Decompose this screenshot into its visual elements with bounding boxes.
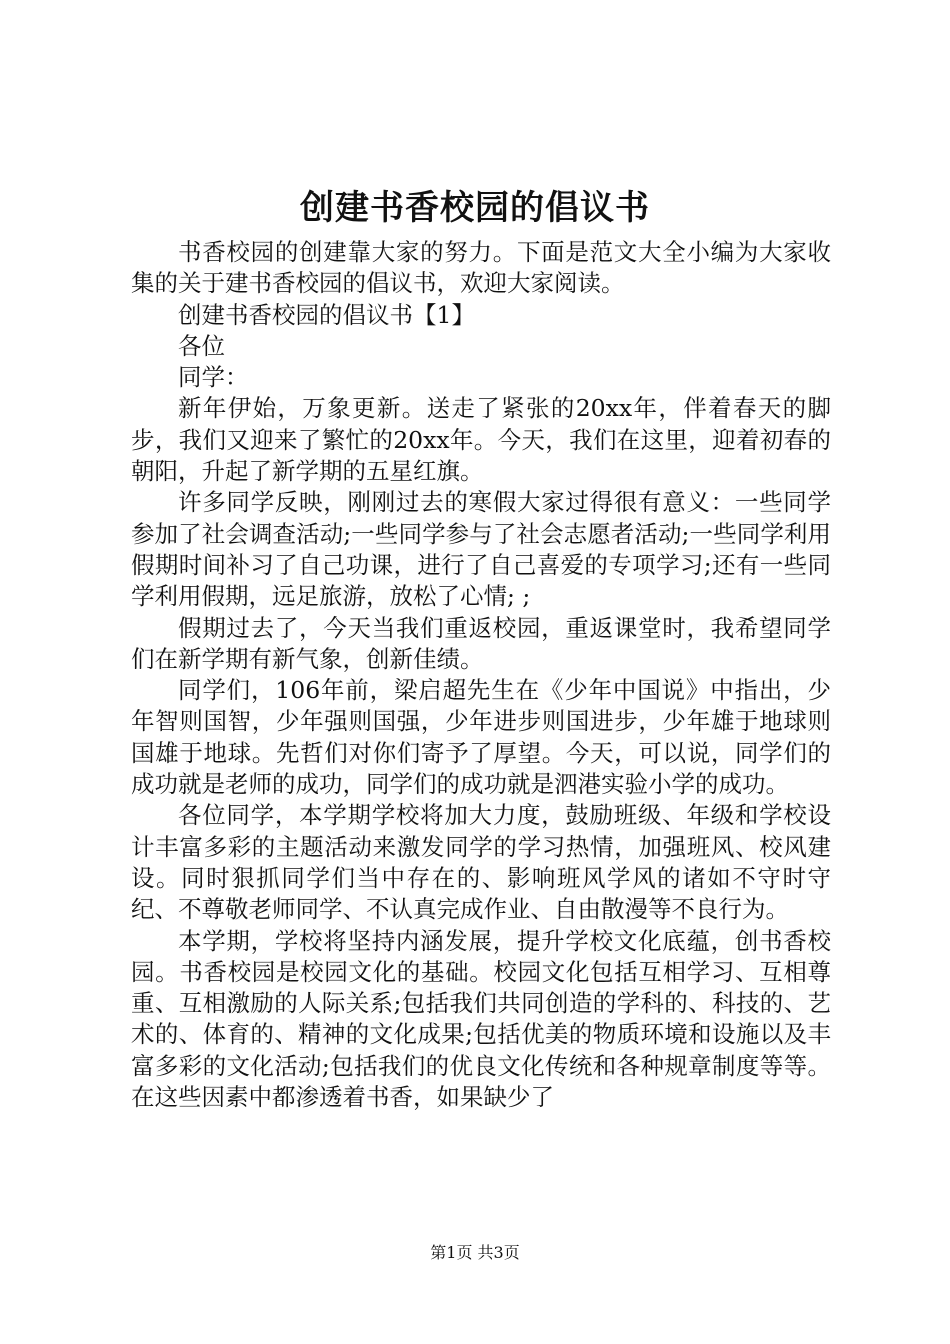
paragraph: 各位同学，本学期学校将加大力度，鼓励班级、年级和学校设计丰富多彩的主题活动来激发同学的学习热情，加强班风、校风建设。同时狠抓同学们当中存在的、影响班风学风的诸如不守时守纪、不尊敬老师同学、不认真完成作业、自由散漫等不良行为。 xyxy=(131,801,831,924)
paragraph: 同学们，106年前，梁启超先生在《少年中国说》中指出，少年智则国智，少年强则国强，少年进步则国进步，少年雄于地球则国雄于地球。先哲们对你们寄予了厚望。今天，可以说，同学们的成功就是老师的成功，同学们的成功就是泗港实验小学的成功。 xyxy=(131,676,831,799)
paragraph: 本学期，学校将坚持内涵发展，提升学校文化底蕴，创书香校园。书香校园是校园文化的基础。校园文化包括互相学习、互相尊重、互相激励的人际关系;包括我们共同创造的学科的、科技的、艺术的、体育的、精神的文化成果;包括优美的物质环境和设施以及丰富多彩的文化活动;包括我们的优良文化传统和各种规章制度等等。在这些因素中都渗透着书香，如果缺少了 xyxy=(131,926,831,1112)
paragraph: 新年伊始，万象更新。送走了紧张的20xx年，伴着春天的脚步，我们又迎来了繁忙的20xx年。今天，我们在这里，迎着初春的朝阳，升起了新学期的五星红旗。 xyxy=(131,394,831,486)
paragraph: 同学： xyxy=(178,363,249,392)
paragraph: 各位 xyxy=(178,331,225,360)
paragraph: 创建书香校园的倡议书【1】 xyxy=(178,300,475,329)
paragraph: 许多同学反映，刚刚过去的寒假大家过得很有意义：一些同学参加了社会调查活动;一些同学参与了社会志愿者活动;一些同学利用假期时间补习了自己功课，进行了自己喜爱的专项学习;还有一些同学利用假期，远足旅游，放松了心情; ; xyxy=(131,488,831,611)
paragraph: 书香校园的创建靠大家的努力。下面是范文大全小编为大家收集的关于建书香校园的倡议书，欢迎大家阅读。 xyxy=(131,238,831,298)
document-title: 创建书香校园的倡议书 xyxy=(300,188,650,228)
page-footer: 第1页 共3页 xyxy=(430,1243,520,1262)
paragraph: 假期过去了，今天当我们重返校园，重返课堂时，我希望同学们在新学期有新气象，创新佳绩。 xyxy=(131,613,831,673)
document-body xyxy=(131,237,831,1113)
